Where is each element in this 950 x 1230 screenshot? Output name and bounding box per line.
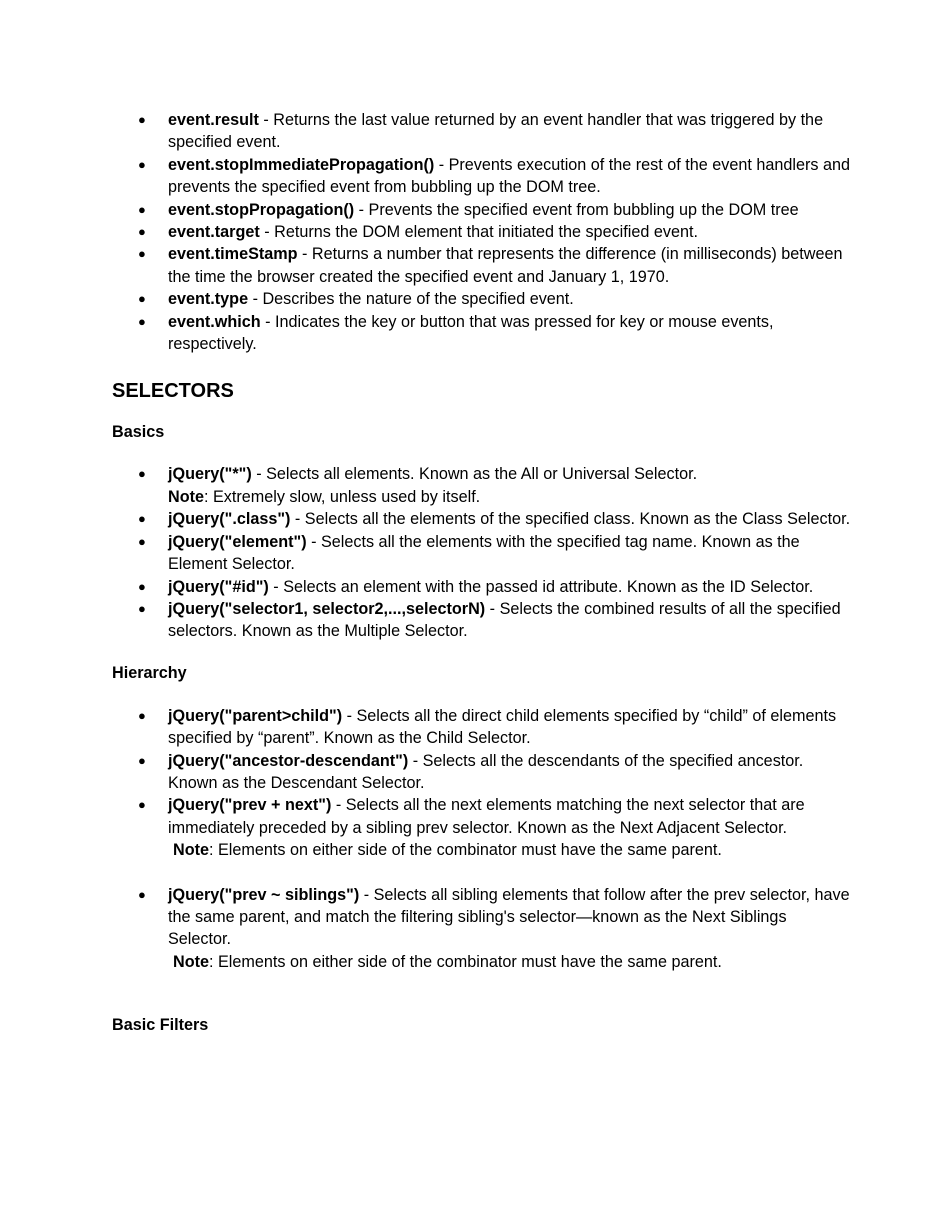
item-term: event.which	[168, 312, 261, 331]
document-page	[112, 109, 852, 1036]
item-note	[168, 486, 852, 508]
list-item	[112, 598, 852, 643]
item-description: - Returns the last value returned by an event handler that was triggered by the specified event.	[168, 111, 824, 152]
item-description: - Selects all the elements with the specified tag name. Known as the Element Selector.	[168, 532, 800, 574]
item-description: - Selects all sibling elements that follow after the prev selector, have the same parent, and match the filtering sibling's selector—known as the Next Siblings Selector.	[168, 885, 850, 949]
list-item	[112, 199, 852, 221]
hierarchy-selectors-list	[112, 705, 852, 973]
item-term: event.stopPropagation()	[168, 200, 355, 219]
note-label: Note	[173, 841, 209, 860]
item-description: - Selects all the direct child elements specified by “child” of elements specified by “parent”. Known as the Child Selector.	[168, 706, 837, 748]
item-description: - Selects all the descendants of the specified ancestor. Known as the Descendant Selector.	[168, 751, 804, 792]
item-term: jQuery("ancestor-descendant")	[168, 751, 409, 770]
item-term: event.timeStamp	[168, 245, 298, 264]
subheading-basics: Basics	[112, 423, 165, 442]
note-label: Note	[173, 952, 209, 971]
item-description: - Returns a number that represents the difference (in milliseconds) between the time the browser created the specified event and January 1, 1970.	[168, 245, 843, 286]
list-item	[112, 508, 852, 530]
subheading-basic-filters: Basic Filters	[112, 1016, 209, 1035]
item-description: - Prevents execution of the rest of the event handlers and prevents the specified event from bubbling up the DOM tree.	[168, 155, 850, 197]
note-label: Note	[168, 487, 204, 506]
item-note	[168, 839, 852, 861]
item-description: - Returns the DOM element that initiated the specified event.	[259, 223, 698, 242]
item-term: jQuery("element")	[168, 532, 307, 551]
item-term: jQuery("selector1, selector2,...,selectorN)	[168, 599, 486, 618]
note-text: : Elements on either side of the combinator must have the same parent.	[208, 952, 722, 971]
list-item	[112, 311, 852, 356]
list-item	[112, 463, 852, 508]
item-term: event.stopImmediatePropagation()	[168, 155, 435, 174]
list-item	[112, 531, 852, 576]
list-item	[112, 884, 852, 974]
item-term: event.result	[168, 111, 259, 129]
list-item	[112, 109, 852, 154]
list-item	[112, 288, 852, 310]
item-term: jQuery(".class")	[168, 510, 291, 529]
item-note	[168, 951, 852, 973]
list-item	[112, 576, 852, 598]
list-item	[112, 705, 852, 750]
item-description: - Selects all elements. Known as the All or Universal Selector.	[251, 465, 698, 484]
section-title-selectors: SELECTORS	[112, 380, 234, 403]
item-term: jQuery("*")	[168, 465, 252, 484]
item-term: jQuery("prev + next")	[168, 796, 332, 815]
item-term: jQuery("#id")	[168, 577, 269, 596]
item-description: - Selects all the elements of the specified class. Known as the Class Selector.	[290, 510, 851, 529]
item-description: - Selects an element with the passed id attribute. Known as the ID Selector.	[268, 577, 814, 596]
item-description: - Describes the nature of the specified event.	[248, 290, 574, 309]
note-text: : Elements on either side of the combinator must have the same parent.	[208, 841, 722, 860]
list-item	[112, 794, 852, 861]
item-term: event.type	[168, 290, 249, 309]
list-item	[112, 221, 852, 243]
list-item	[112, 243, 852, 288]
item-term: jQuery("prev ~ siblings")	[168, 885, 360, 904]
item-description: - Indicates the key or button that was pressed for key or mouse events, respectively.	[168, 312, 774, 354]
note-text: : Extremely slow, unless used by itself.	[203, 487, 481, 506]
subheading-hierarchy: Hierarchy	[112, 663, 187, 682]
item-description: - Prevents the specified event from bubbling up the DOM tree	[354, 200, 799, 219]
list-item	[112, 750, 852, 795]
item-term: event.target	[168, 223, 260, 242]
basics-selectors-list	[112, 463, 852, 642]
item-term: jQuery("parent>child")	[168, 706, 343, 725]
item-description: - Selects the combined results of all the specified selectors. Known as the Multiple Selector.	[168, 599, 841, 641]
list-item	[112, 154, 852, 199]
event-properties-list	[112, 109, 852, 355]
item-description: - Selects all the next elements matching the next selector that are immediately preceded by a sibling prev selector. Known as the Next Adjacent Selector.	[168, 796, 805, 837]
